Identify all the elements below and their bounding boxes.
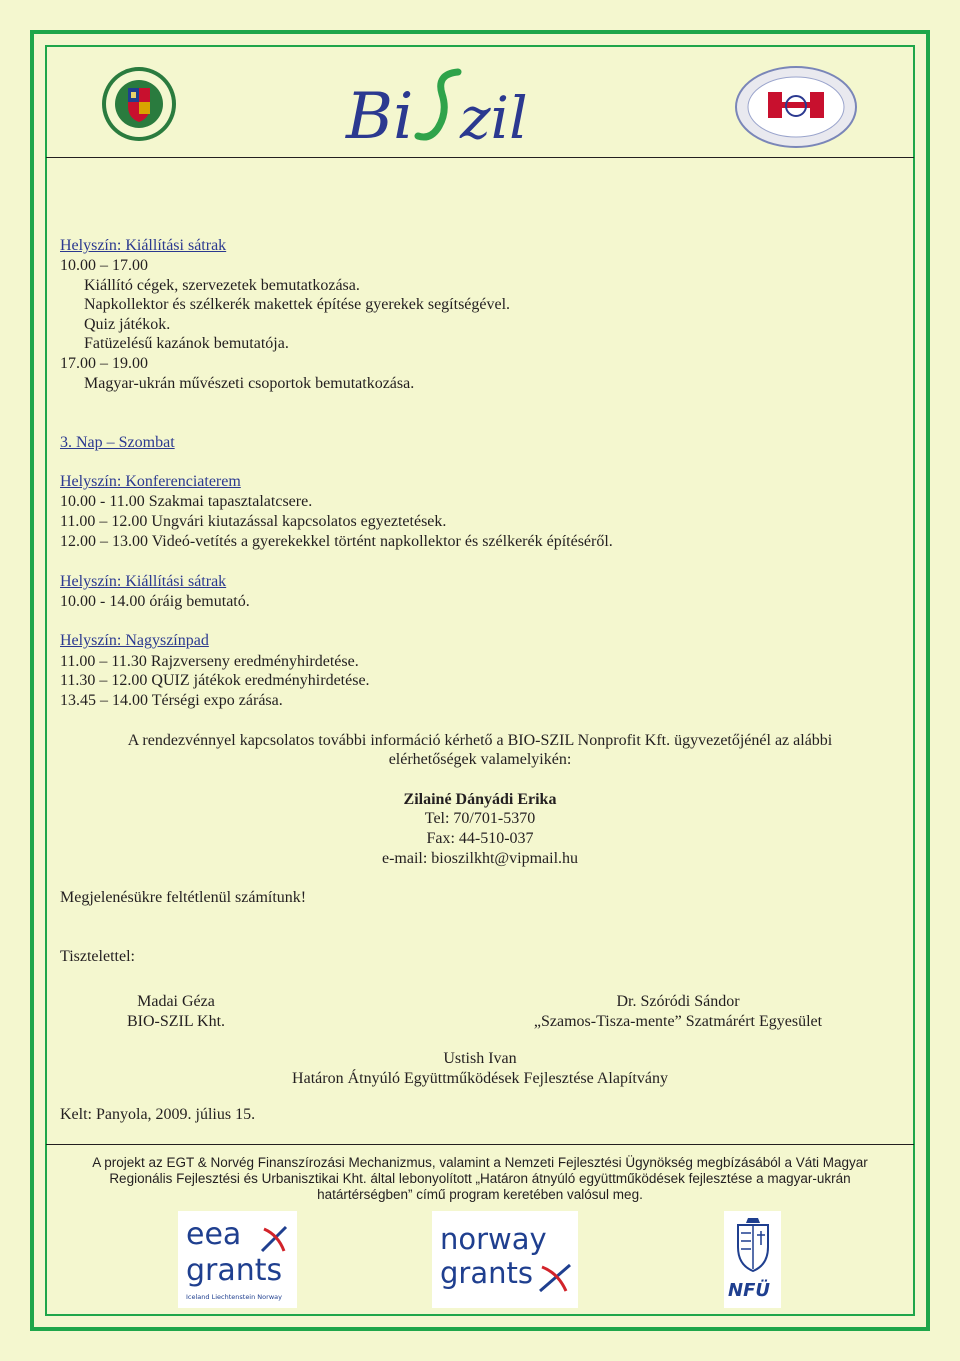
- stage-item: 11.00 – 11.30 Rajzverseny eredményhirdetése.: [60, 653, 359, 670]
- time-range: 10.00 – 17.00: [60, 257, 148, 274]
- conference-item: 11.00 – 12.00 Ungvári kiutazással kapcsolatos egyeztetések.: [60, 513, 447, 530]
- conference-item: 12.00 – 13.00 Videó-vetítés a gyerekekkel történt napkollektor és szélkerék építéséről.: [60, 533, 613, 550]
- conference-item: 10.00 - 11.00 Szakmai tapasztalatcsere.: [60, 493, 313, 510]
- svg-text:Bi: Bi: [346, 80, 414, 150]
- footer-divider: [46, 1144, 914, 1145]
- regards-text: Tisztelettel:: [60, 948, 135, 965]
- program-item: Quiz játékok.: [84, 316, 171, 333]
- signatory-name: Ustish Ivan: [443, 1050, 517, 1067]
- stage-item: 13.45 – 14.00 Térségi expo zárása.: [60, 692, 283, 709]
- eea-arrows-icon: [258, 1223, 292, 1257]
- contact-email: e-mail: bioszilkht@vipmail.hu: [381, 850, 579, 867]
- footer-text: A projekt az EGT & Norvég Finanszírozási Mechanizmus, valamint a Nemzeti Fejlesztési Ügynökség megbízásából a Váti Magyar: [92, 1155, 868, 1170]
- day-heading: 3. Nap – Szombat: [60, 434, 175, 451]
- contact-fax: Fax: 44-510-037: [426, 830, 534, 847]
- grants-text: grants: [440, 1256, 533, 1290]
- program-item: Kiállító cégek, szervezetek bemutatkozása.: [84, 277, 360, 294]
- footer-text: Regionális Fejlesztési és Urbanisztikai Kht. által lebonyolított „Határon átnyúló együttműködések fejlesztése a magyar-ukrán: [109, 1171, 851, 1186]
- location-heading-exhibition-tents: Helyszín: Kiállítási sátrak: [60, 237, 227, 254]
- time-range: 17.00 – 19.00: [60, 355, 148, 372]
- eea-text: eea: [186, 1217, 242, 1252]
- stage-item: 11.30 – 12.00 QUIZ játékok eredményhirdetése.: [60, 672, 370, 689]
- eea-grants-logo: [178, 1211, 297, 1308]
- norway-text: norway: [440, 1222, 547, 1256]
- foundation-seal-logo: [735, 66, 857, 148]
- signatory-name: Madai Géza: [137, 993, 215, 1010]
- grants-text: grants: [186, 1253, 283, 1288]
- nfu-logo: [724, 1211, 781, 1308]
- szatmarert-seal-logo: [101, 66, 177, 142]
- location-heading-exhibition-tents-2: Helyszín: Kiállítási sátrak: [60, 573, 227, 590]
- info-text: elérhetőségek valamelyikén:: [388, 751, 572, 768]
- closing-text: Megjelenésükre feltétlenül számítunk!: [60, 889, 307, 906]
- contact-name: Zilainé Dányádi Erika: [403, 791, 557, 808]
- location-heading-main-stage: Helyszín: Nagyszínpad: [60, 632, 209, 649]
- program-item: Napkollektor és szélkerék makettek építése gyerekek segítségével.: [84, 296, 511, 313]
- location-heading-conference-room: Helyszín: Konferenciaterem: [60, 473, 241, 490]
- norway-grants-logo: [432, 1211, 578, 1308]
- place-and-date: Kelt: Panyola, 2009. július 15.: [60, 1106, 256, 1123]
- svg-text:zil: zil: [460, 84, 528, 150]
- eea-countries: Iceland Liechtenstein Norway: [186, 1293, 282, 1301]
- info-text: A rendezvénnyel kapcsolatos további információ kérhető a BIO-SZIL Nonprofit Kft. ügyvezetőjénél az alábbi: [127, 732, 833, 749]
- hungarian-coat-of-arms-icon: [732, 1215, 774, 1275]
- nfu-text: NFÜ: [728, 1280, 770, 1301]
- contact-phone: Tel: 70/701-5370: [424, 810, 536, 827]
- footer-text: határtérségben” című program keretében valósul meg.: [317, 1187, 643, 1202]
- exhibition-item: 10.00 - 14.00 óráig bemutató.: [60, 593, 250, 610]
- header-divider: [46, 157, 914, 158]
- signatory-org: Határon Átnyúló Együttműködések Fejlesztése Alapítvány: [292, 1070, 668, 1087]
- program-item: Magyar-ukrán művészeti csoportok bemutatkozása.: [84, 375, 415, 392]
- signatory-org: „Szamos-Tisza-mente” Szatmárért Egyesület: [533, 1013, 823, 1030]
- signatory-name: Dr. Szóródi Sándor: [616, 993, 740, 1010]
- program-item: Fatüzelésű kazánok bemutatója.: [84, 335, 289, 352]
- bioszil-logo: [340, 60, 570, 150]
- norway-arrows-icon: [536, 1261, 574, 1295]
- signatory-org: BIO-SZIL Kht.: [126, 1013, 226, 1030]
